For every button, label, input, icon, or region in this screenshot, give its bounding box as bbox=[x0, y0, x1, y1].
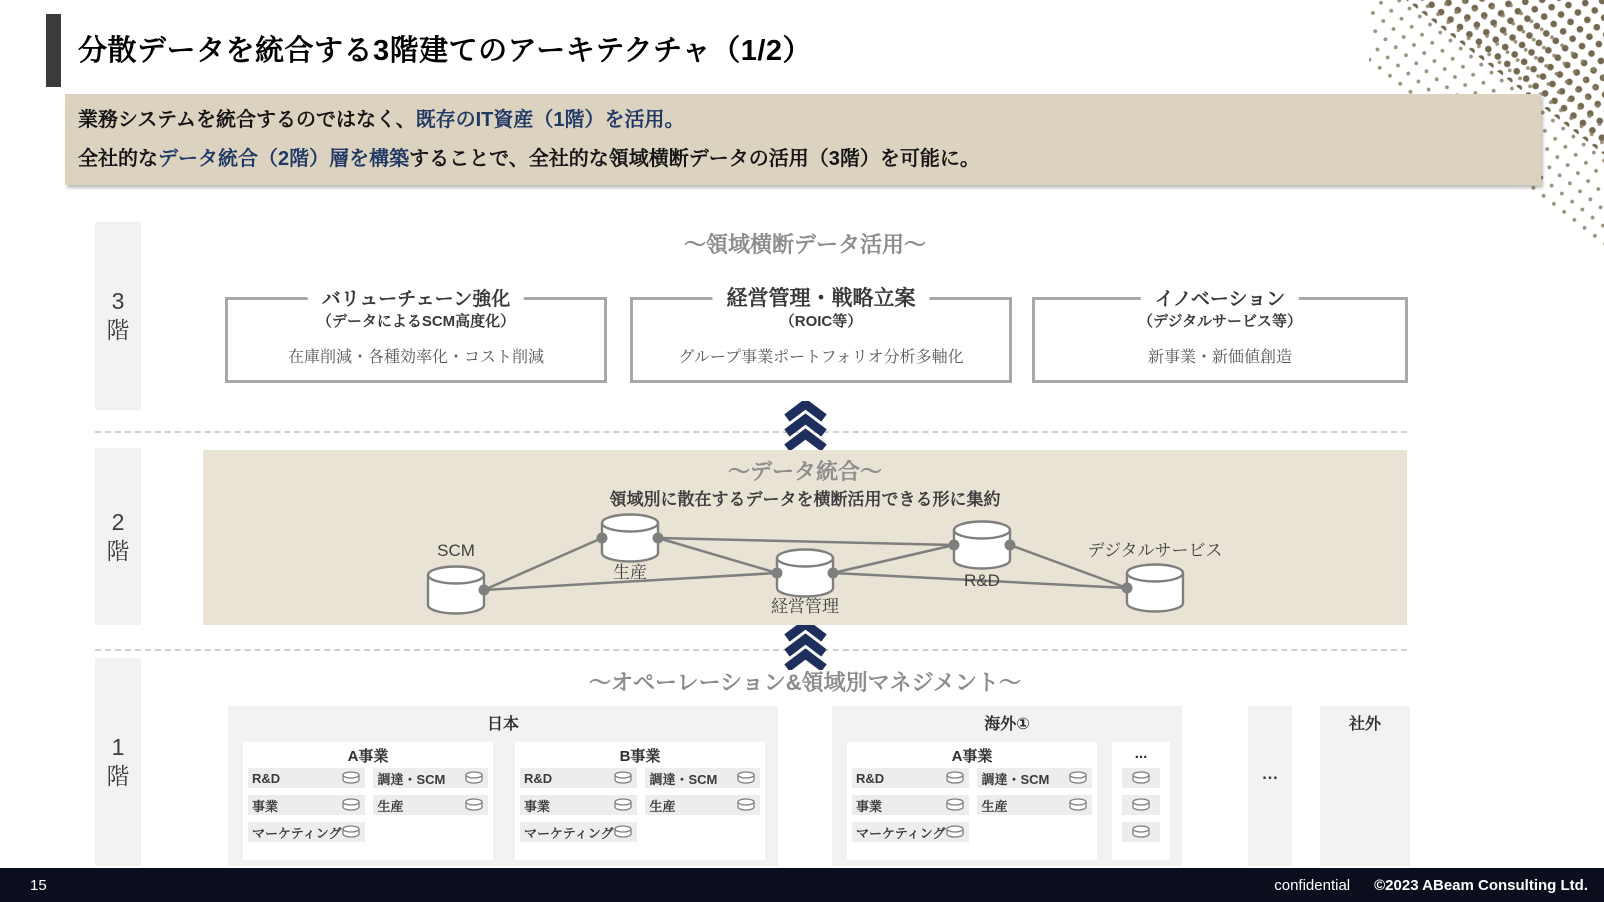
region-panel-more bbox=[1248, 706, 1292, 866]
usecase-subtitle: （データによるSCM高度化） bbox=[316, 313, 516, 330]
network-link bbox=[833, 545, 954, 573]
tier3-heading: ～領域横断データ活用～ bbox=[683, 232, 926, 257]
usecase-subtitle: （デジタルサービス等） bbox=[1137, 313, 1303, 330]
region-title-japan: 日本 bbox=[486, 716, 519, 733]
function-cell-scm: 調達・SCM bbox=[373, 768, 488, 788]
tier-divider-lower bbox=[95, 649, 1407, 651]
region-panel-external bbox=[1320, 706, 1410, 866]
database-cylinder-management bbox=[777, 550, 833, 597]
database-icon bbox=[1131, 798, 1151, 812]
network-link bbox=[658, 538, 954, 545]
database-icon bbox=[945, 825, 965, 839]
more-business-title: ... bbox=[1134, 745, 1148, 762]
tier3-floor-label bbox=[95, 222, 141, 410]
tier2-floor-number: 2 bbox=[111, 508, 125, 535]
tier2-floor-suffix: 階 bbox=[106, 537, 130, 564]
more-business-box bbox=[1112, 742, 1170, 860]
database-icon bbox=[341, 798, 361, 812]
function-cell bbox=[1122, 768, 1160, 788]
database-icon bbox=[613, 825, 633, 839]
tier1-floor-suffix: 階 bbox=[106, 763, 130, 789]
node-label-rd: R&D bbox=[964, 571, 1000, 590]
usecase-body: 新事業・新価値創造 bbox=[1147, 349, 1292, 366]
more-business-cells bbox=[1112, 768, 1170, 842]
tier1-floor-label bbox=[95, 658, 141, 866]
function-cell-rd: R&D bbox=[248, 768, 365, 788]
node-label-management: 経営管理 bbox=[771, 597, 839, 616]
business-box-japan-a bbox=[243, 742, 493, 860]
function-cell bbox=[1122, 822, 1160, 842]
business-title: A事業 bbox=[347, 748, 389, 765]
key-message-line-2 bbox=[78, 140, 1541, 179]
copyright-label: ©2023 ABeam Consulting Ltd. bbox=[1374, 876, 1588, 894]
database-cylinder-scm bbox=[428, 567, 484, 614]
region-panel-japan bbox=[228, 706, 778, 866]
up-arrow-icon bbox=[783, 621, 828, 670]
database-icon bbox=[613, 798, 633, 812]
footer-right bbox=[1274, 868, 1588, 902]
usecase-body: グループ事業ポートフォリオ分析多軸化 bbox=[678, 349, 964, 366]
up-arrow-icon bbox=[783, 401, 828, 450]
function-cell-scm: 調達・SCM bbox=[977, 768, 1092, 788]
database-icon bbox=[1131, 825, 1151, 839]
usecase-body: 在庫削減・各種効率化・コスト削減 bbox=[287, 349, 544, 366]
business-grid bbox=[852, 768, 1092, 842]
database-icon bbox=[464, 798, 484, 812]
key-message-line-1 bbox=[78, 101, 1541, 140]
function-cell-marketing: マーケティング bbox=[852, 822, 969, 842]
usecase-box-management bbox=[630, 287, 1012, 383]
footer-bar bbox=[0, 868, 1604, 902]
database-icon bbox=[464, 771, 484, 785]
database-cylinder-production bbox=[602, 515, 658, 562]
function-cell-rd: R&D bbox=[852, 768, 969, 788]
business-grid bbox=[248, 768, 488, 842]
title-accent-bar bbox=[46, 14, 61, 87]
page-number: 15 bbox=[30, 876, 47, 894]
database-cylinder-rd bbox=[954, 522, 1010, 569]
database-icon bbox=[736, 771, 756, 785]
node-label-digital: デジタルサービス bbox=[1087, 541, 1223, 560]
key-message-1-text: 業務システムを統合するのではなく、 bbox=[78, 109, 416, 131]
database-icon bbox=[736, 798, 756, 812]
node-label-production: 生産 bbox=[613, 563, 647, 582]
data-network-diagram bbox=[203, 450, 1407, 625]
region-title-external: 社外 bbox=[1348, 716, 1381, 733]
database-icon bbox=[945, 798, 965, 812]
node-label-scm: SCM bbox=[437, 541, 475, 560]
region-title-overseas: 海外① bbox=[984, 716, 1030, 733]
tier2-floor-label bbox=[95, 448, 141, 625]
business-title: B事業 bbox=[619, 748, 661, 765]
function-cell-business: 事業 bbox=[520, 795, 637, 815]
database-icon bbox=[1068, 798, 1088, 812]
function-cell-marketing: マーケティング bbox=[520, 822, 637, 842]
tier2-heading: ～データ統合～ bbox=[727, 459, 882, 484]
business-box-japan-b bbox=[515, 742, 765, 860]
function-cell-scm: 調達・SCM bbox=[645, 768, 760, 788]
function-cell-rd: R&D bbox=[520, 768, 637, 788]
function-cell-production: 生産 bbox=[977, 795, 1092, 815]
confidential-label: confidential bbox=[1274, 876, 1351, 894]
usecase-title: バリューチェーン強化 bbox=[308, 284, 524, 311]
business-grid bbox=[520, 768, 760, 842]
database-icon bbox=[613, 771, 633, 785]
region-panel-overseas bbox=[832, 706, 1182, 866]
tier2-subheading: 領域別に散在するデータを横断活用できる形に集約 bbox=[609, 490, 1001, 509]
usecase-title: 経営管理・戦略立案 bbox=[713, 282, 930, 312]
page-title: 分散データを統合する3階建てのアーキテクチャ（1/2） bbox=[78, 35, 813, 67]
function-cell-business: 事業 bbox=[852, 795, 969, 815]
ellipsis-label: … bbox=[1261, 763, 1279, 783]
function-cell-marketing: マーケティング bbox=[248, 822, 365, 842]
usecase-box-value-chain bbox=[225, 289, 607, 383]
database-icon bbox=[945, 771, 965, 785]
tier1-heading: ～オペーレーション&領域別マネジメント～ bbox=[589, 670, 1021, 695]
key-message-2-text: 全社的な bbox=[78, 148, 158, 170]
database-icon bbox=[1131, 771, 1151, 785]
network-link bbox=[484, 538, 602, 590]
database-icon bbox=[341, 771, 361, 785]
key-message-2-highlight: データ統合（2階）層を構築 bbox=[158, 148, 410, 170]
function-cell-production: 生産 bbox=[645, 795, 760, 815]
tier3-floor-suffix: 階 bbox=[106, 317, 130, 343]
function-cell-production: 生産 bbox=[373, 795, 488, 815]
data-integration-panel bbox=[203, 450, 1407, 625]
usecase-title: イノベーション bbox=[1141, 284, 1299, 311]
database-icon bbox=[1068, 771, 1088, 785]
database-icon bbox=[341, 825, 361, 839]
key-message-box bbox=[65, 94, 1541, 185]
function-cell bbox=[1122, 795, 1160, 815]
usecase-subtitle: （ROIC等） bbox=[779, 313, 863, 330]
tier1-floor-number: 1 bbox=[111, 734, 125, 760]
usecase-box-innovation bbox=[1032, 289, 1408, 383]
tier3-floor-number: 3 bbox=[111, 288, 125, 314]
tier-divider-upper bbox=[95, 431, 1407, 433]
function-cell-business: 事業 bbox=[248, 795, 365, 815]
business-box-overseas-a bbox=[847, 742, 1097, 860]
key-message-1-highlight: 既存のIT資産（1階）を活用。 bbox=[415, 109, 685, 131]
key-message-2-suffix: することで、全社的な領域横断データの活用（3階）を可能に。 bbox=[409, 148, 980, 170]
network-link bbox=[658, 538, 777, 573]
business-title: A事業 bbox=[951, 748, 993, 765]
database-cylinder-digital bbox=[1127, 565, 1183, 612]
